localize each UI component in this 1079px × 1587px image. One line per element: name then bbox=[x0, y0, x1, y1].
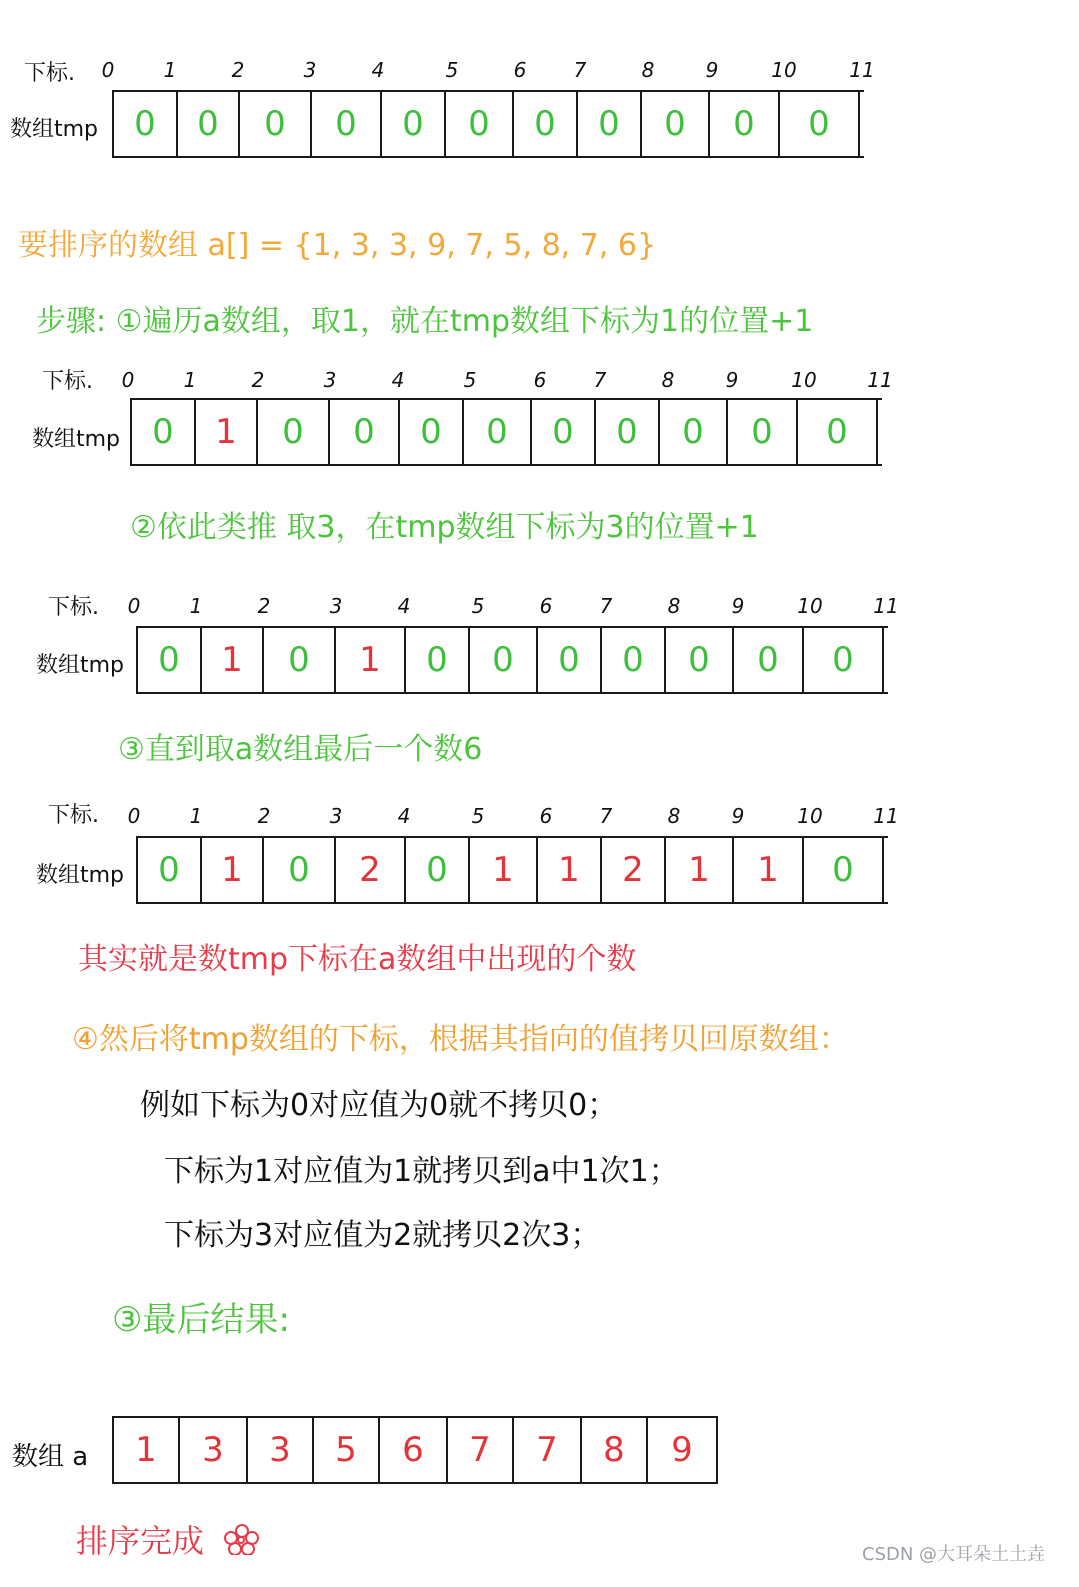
tmp-array-label: 数组tmp bbox=[36, 653, 125, 678]
index-8: 8 bbox=[661, 368, 675, 392]
index-11: 11 bbox=[849, 58, 875, 82]
tmp-cell-7: 0 bbox=[602, 628, 666, 692]
index-3: 3 bbox=[329, 804, 343, 828]
index-2: 2 bbox=[257, 594, 271, 618]
tmp-cell-7: 0 bbox=[596, 400, 660, 464]
flower-icon bbox=[222, 1523, 262, 1563]
index-10: 10 bbox=[791, 368, 817, 392]
tmp-cell-3: 2 bbox=[336, 838, 406, 902]
sort-complete-label: 排序完成 bbox=[76, 1522, 205, 1560]
index-0: 0 bbox=[101, 58, 115, 82]
tmp-cell-3: 0 bbox=[330, 400, 400, 464]
index-4: 4 bbox=[391, 368, 405, 392]
tmp-cell-10: 0 bbox=[804, 628, 884, 692]
tmp-cell-6: 0 bbox=[538, 628, 602, 692]
index-7: 7 bbox=[599, 594, 613, 618]
step-2-text: ②依此类推 取3，在tmp数组下标为3的位置+1 bbox=[130, 510, 759, 545]
index-1: 1 bbox=[183, 368, 197, 392]
tmp-cell-10: 0 bbox=[804, 838, 884, 902]
step-1-text: 步骤: ①遍历a数组，取1，就在tmp数组下标为1的位置+1 bbox=[36, 304, 814, 339]
index-4: 4 bbox=[371, 58, 385, 82]
step-3-text: ③直到取a数组最后一个数6 bbox=[118, 732, 483, 767]
index-label: 下标. bbox=[42, 369, 93, 394]
tmp-cell-7: 2 bbox=[602, 838, 666, 902]
tmp-cell-0: 0 bbox=[114, 92, 178, 156]
red-explanation-note: 其实就是数tmp下标在a数组中出现的个数 bbox=[78, 942, 637, 977]
index-5: 5 bbox=[471, 594, 485, 618]
index-row bbox=[0, 368, 1079, 398]
tmp-cell-1: 1 bbox=[202, 838, 264, 902]
result-cell-0: 1 bbox=[114, 1418, 180, 1482]
tmp-cell-4: 0 bbox=[382, 92, 446, 156]
tmp-cell-8: 1 bbox=[666, 838, 734, 902]
index-10: 10 bbox=[797, 594, 823, 618]
index-7: 7 bbox=[573, 58, 587, 82]
tmp-array-label: 数组tmp bbox=[10, 117, 99, 142]
example-line-2: 下标为1对应值为1就拷贝到a中1次1； bbox=[164, 1154, 679, 1189]
tmp-cell-0: 0 bbox=[132, 400, 196, 464]
result-cell-2: 3 bbox=[248, 1418, 314, 1482]
index-10: 10 bbox=[797, 804, 823, 828]
tmp-cell-10: 0 bbox=[780, 92, 860, 156]
tmp-cell-5: 0 bbox=[464, 400, 532, 464]
index-8: 8 bbox=[641, 58, 655, 82]
example-line-1: 例如下标为0对应值为0就不拷贝0； bbox=[140, 1088, 618, 1123]
step-4-text: ④然后将tmp数组的下标，根据其指向的值拷贝回原数组： bbox=[72, 1022, 849, 1057]
index-8: 8 bbox=[667, 594, 681, 618]
index-7: 7 bbox=[599, 804, 613, 828]
index-2: 2 bbox=[231, 58, 245, 82]
index-4: 4 bbox=[397, 594, 411, 618]
index-6: 6 bbox=[533, 368, 547, 392]
index-3: 3 bbox=[303, 58, 317, 82]
index-0: 0 bbox=[127, 804, 141, 828]
index-6: 6 bbox=[539, 804, 553, 828]
result-cell-4: 6 bbox=[380, 1418, 448, 1482]
tmp-array-step2 bbox=[136, 626, 888, 694]
index-3: 3 bbox=[323, 368, 337, 392]
index-9: 9 bbox=[705, 58, 719, 82]
tmp-cell-6: 0 bbox=[514, 92, 578, 156]
tmp-cell-6: 0 bbox=[532, 400, 596, 464]
index-1: 1 bbox=[163, 58, 177, 82]
step-5-text: ③最后结果: bbox=[112, 1300, 290, 1340]
tmp-cell-7: 0 bbox=[578, 92, 642, 156]
result-array-label: 数组 a bbox=[12, 1442, 89, 1472]
result-cell-1: 3 bbox=[180, 1418, 248, 1482]
tmp-cell-1: 0 bbox=[178, 92, 240, 156]
index-6: 6 bbox=[513, 58, 527, 82]
index-row bbox=[0, 594, 1079, 624]
tmp-cell-8: 0 bbox=[642, 92, 710, 156]
tmp-cell-2: 0 bbox=[240, 92, 312, 156]
tmp-cell-5: 0 bbox=[446, 92, 514, 156]
result-cell-6: 7 bbox=[514, 1418, 582, 1482]
index-1: 1 bbox=[189, 804, 203, 828]
index-row bbox=[0, 58, 1079, 88]
index-3: 3 bbox=[329, 594, 343, 618]
tmp-array-label: 数组tmp bbox=[36, 863, 125, 888]
tmp-cell-9: 0 bbox=[710, 92, 780, 156]
index-1: 1 bbox=[189, 594, 203, 618]
tmp-cell-3: 1 bbox=[336, 628, 406, 692]
tmp-cell-1: 1 bbox=[196, 400, 258, 464]
tmp-array-initial bbox=[112, 90, 864, 158]
result-cell-3: 5 bbox=[314, 1418, 380, 1482]
index-label: 下标. bbox=[48, 595, 99, 620]
index-5: 5 bbox=[463, 368, 477, 392]
index-label: 下标. bbox=[24, 61, 75, 86]
tmp-cell-4: 0 bbox=[406, 838, 470, 902]
tmp-cell-2: 0 bbox=[264, 628, 336, 692]
index-0: 0 bbox=[127, 594, 141, 618]
index-5: 5 bbox=[445, 58, 459, 82]
tmp-array-step1 bbox=[130, 398, 882, 466]
tmp-cell-8: 0 bbox=[660, 400, 728, 464]
index-11: 11 bbox=[873, 594, 899, 618]
result-cell-8: 9 bbox=[648, 1418, 718, 1482]
index-9: 9 bbox=[725, 368, 739, 392]
index-11: 11 bbox=[873, 804, 899, 828]
watermark: CSDN @大耳朵土土垚 bbox=[862, 1544, 1046, 1565]
tmp-cell-10: 0 bbox=[798, 400, 878, 464]
index-9: 9 bbox=[731, 594, 745, 618]
index-2: 2 bbox=[257, 804, 271, 828]
index-0: 0 bbox=[121, 368, 135, 392]
index-row bbox=[0, 804, 1079, 834]
tmp-array-label: 数组tmp bbox=[32, 427, 121, 452]
result-cell-7: 8 bbox=[582, 1418, 648, 1482]
tmp-cell-5: 0 bbox=[470, 628, 538, 692]
index-label: 下标. bbox=[48, 803, 99, 828]
tmp-cell-3: 0 bbox=[312, 92, 382, 156]
index-11: 11 bbox=[867, 368, 893, 392]
tmp-cell-4: 0 bbox=[406, 628, 470, 692]
tmp-cell-5: 1 bbox=[470, 838, 538, 902]
tmp-cell-0: 0 bbox=[138, 628, 202, 692]
tmp-cell-4: 0 bbox=[400, 400, 464, 464]
tmp-cell-0: 0 bbox=[138, 838, 202, 902]
tmp-cell-2: 0 bbox=[264, 838, 336, 902]
index-7: 7 bbox=[593, 368, 607, 392]
result-cell-5: 7 bbox=[448, 1418, 514, 1482]
tmp-cell-9: 0 bbox=[728, 400, 798, 464]
tmp-cell-6: 1 bbox=[538, 838, 602, 902]
index-2: 2 bbox=[251, 368, 265, 392]
index-6: 6 bbox=[539, 594, 553, 618]
tmp-cell-8: 0 bbox=[666, 628, 734, 692]
index-9: 9 bbox=[731, 804, 745, 828]
index-10: 10 bbox=[771, 58, 797, 82]
result-array bbox=[112, 1416, 718, 1484]
example-line-3: 下标为3对应值为2就拷贝2次3； bbox=[164, 1218, 601, 1253]
index-4: 4 bbox=[397, 804, 411, 828]
tmp-cell-9: 0 bbox=[734, 628, 804, 692]
tmp-array-final bbox=[136, 836, 888, 904]
tmp-cell-1: 1 bbox=[202, 628, 264, 692]
tmp-cell-2: 0 bbox=[258, 400, 330, 464]
index-8: 8 bbox=[667, 804, 681, 828]
input-array-line: 要排序的数组 a[] = {1, 3, 3, 9, 7, 5, 8, 7, 6} bbox=[18, 228, 657, 263]
sort-complete-text bbox=[76, 1516, 262, 1563]
index-5: 5 bbox=[471, 804, 485, 828]
tmp-cell-9: 1 bbox=[734, 838, 804, 902]
